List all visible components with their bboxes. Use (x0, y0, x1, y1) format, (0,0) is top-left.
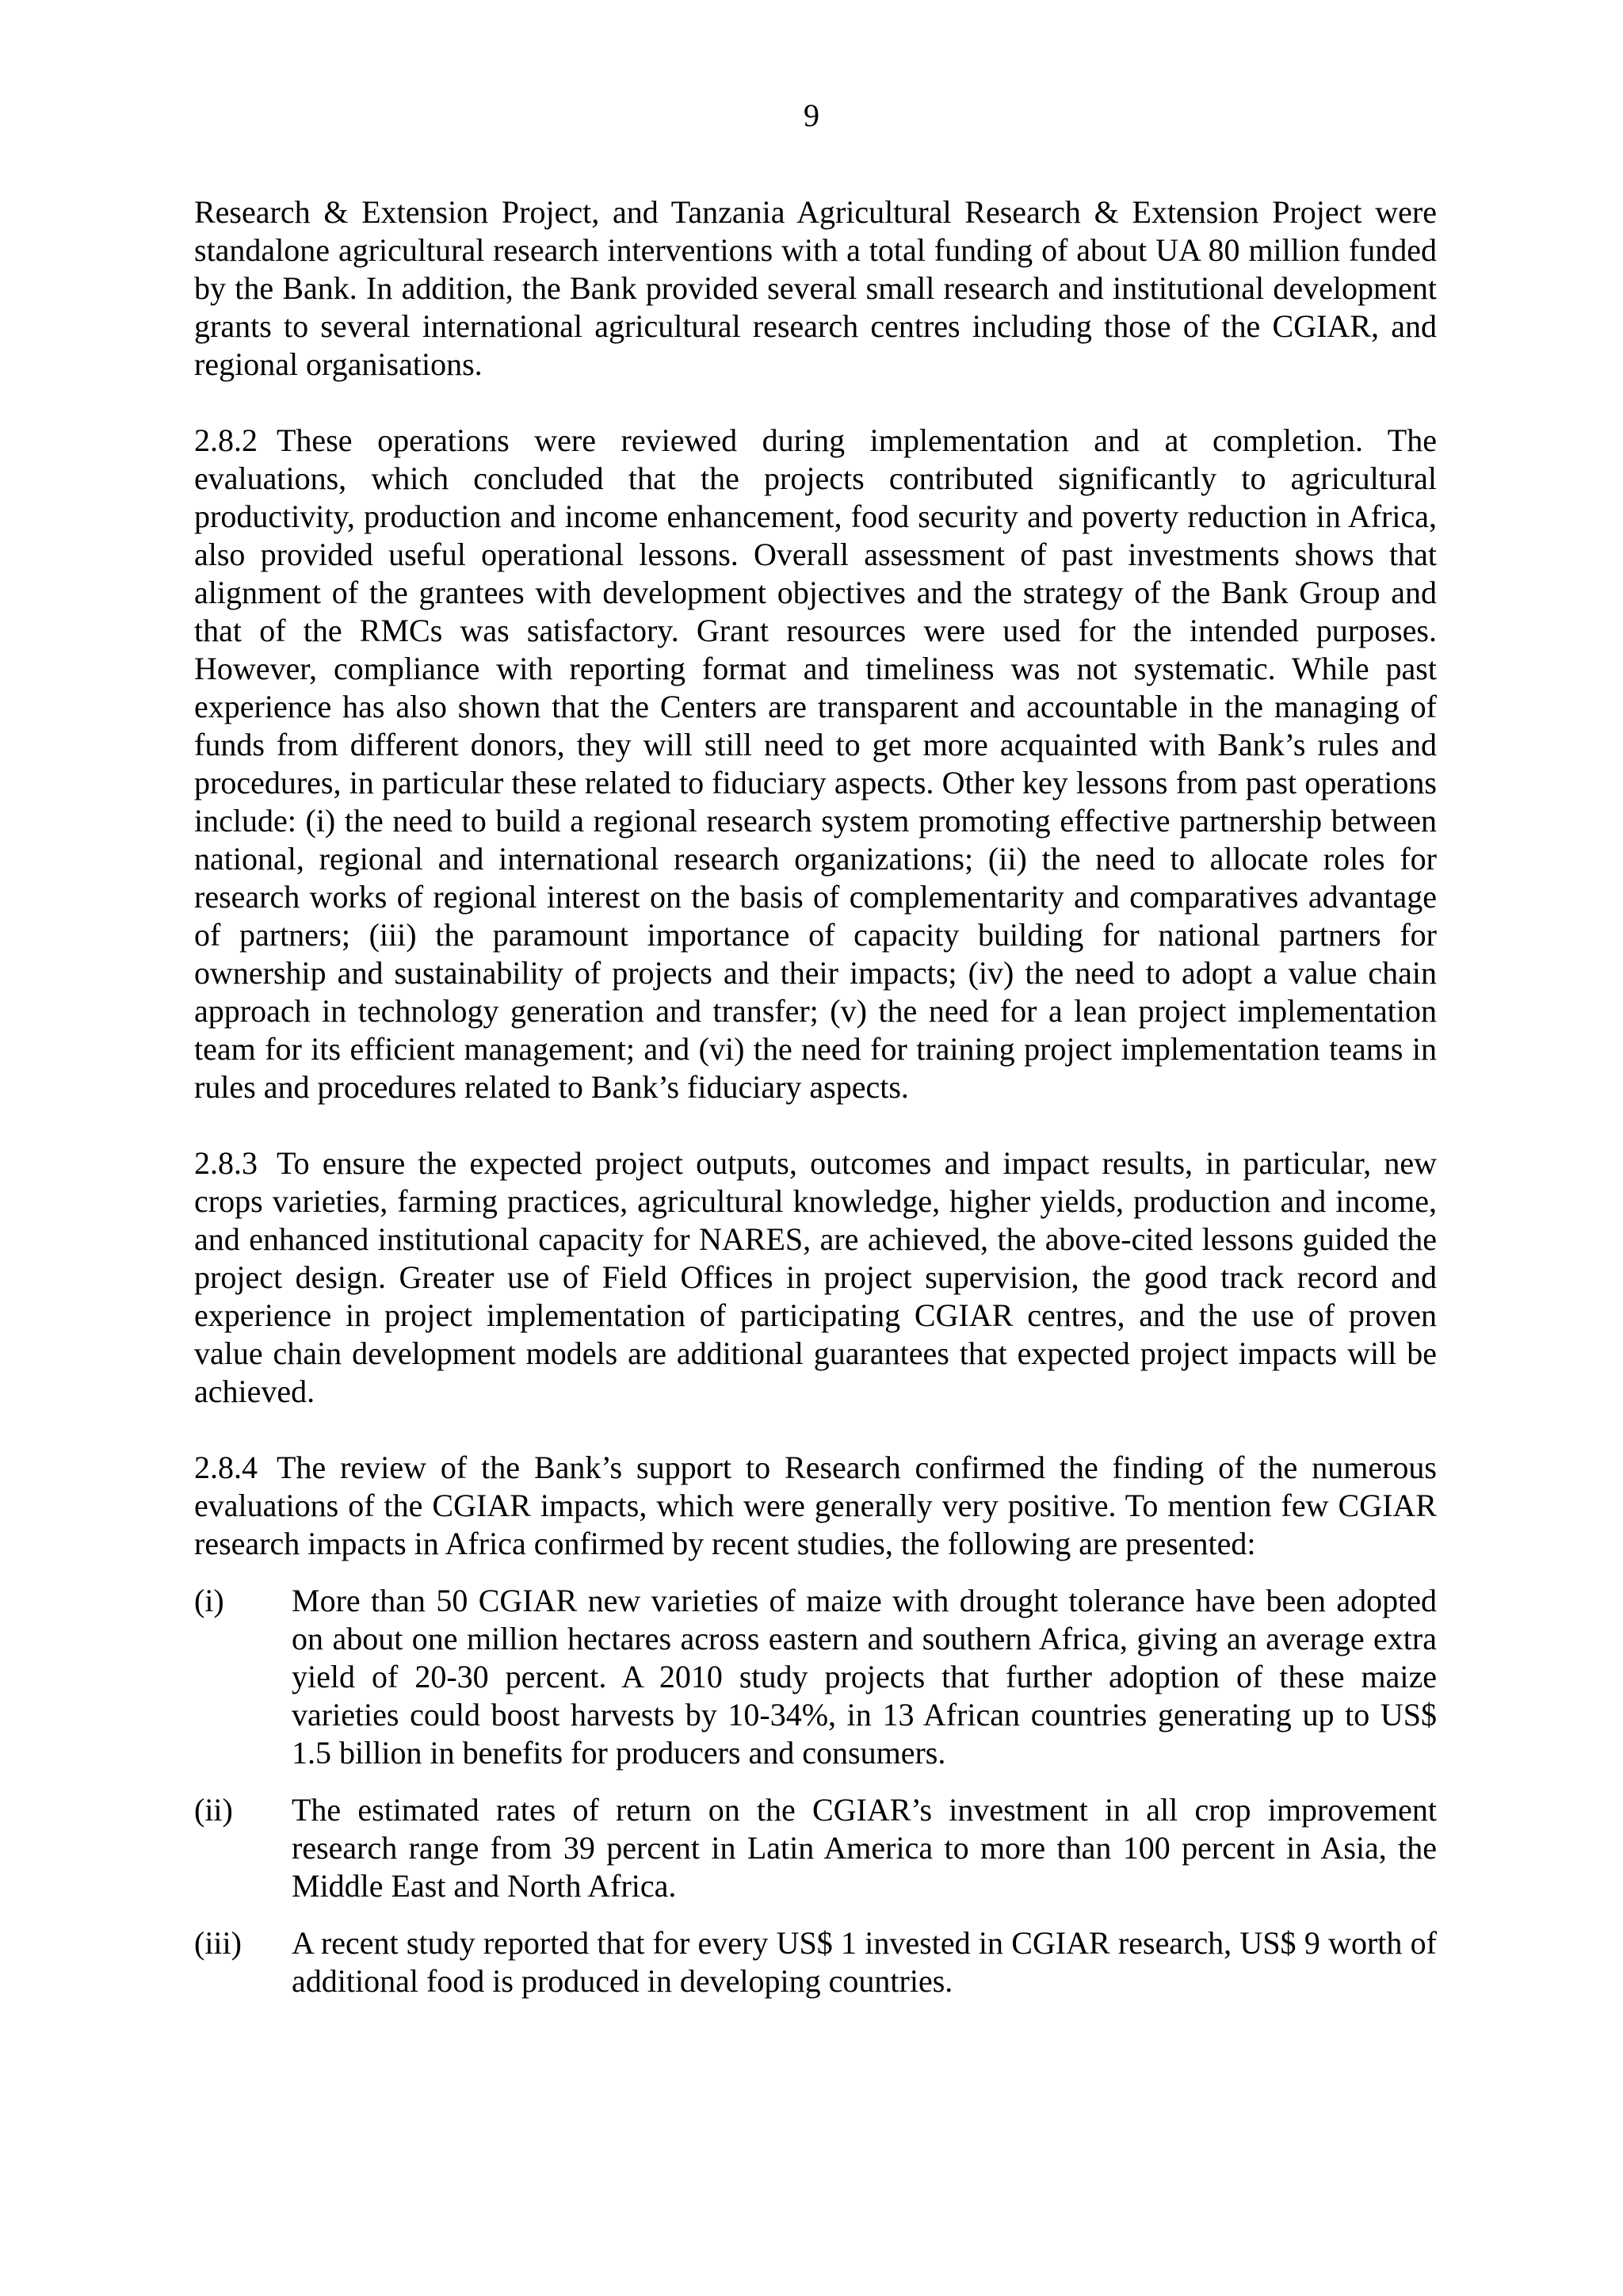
list-item-text: A recent study reported that for every US$ 1 invested in CGIAR research, US$ 9 worth of additional food is produced in developing countries. (292, 1925, 1437, 1999)
page-number: 9 (804, 97, 819, 133)
paragraph-2-8-2 (194, 422, 1437, 1106)
list-item (194, 1924, 1437, 2000)
list-marker: (iii) (194, 1925, 242, 1961)
document-body (194, 193, 1437, 2019)
paragraph-number: 2.8.3 (194, 1145, 258, 1181)
paragraph-2-8-4 (194, 1449, 1437, 1563)
list-item (194, 1582, 1437, 1772)
paragraph-text: To ensure the expected project outputs, outcomes and impact results, in particular, new crops varieties, farming practices, agricultural knowledge, higher yields, production and income, and enhanced institutional capacity for NARES, are achieved, the above-cited lessons guided the project design. Greater use of Field Offices in project supervision, the good track record and experience in project implementation of participating CGIAR centres, and the use of proven value chain development models are additional guarantees that expected project impacts will be achieved. (194, 1145, 1437, 1409)
paragraph-text: These operations were reviewed during implementation and at completion. The evaluations, which concluded that the projects contributed significantly to agricultural productivity, production and income enhancement, food security and poverty reduction in Africa, also provided useful operational lessons. Overall assessment of past investments shows that alignment of the grantees with development objectives and the strategy of the Bank Group and that of the RMCs was satisfactory. Grant resources were used for the intended purposes. However, compliance with reporting format and timeliness was not systematic. While past experience has also shown that the Centers are transparent and accountable in the managing of funds from different donors, they will still need to get more acquainted with Bank’s rules and procedures, in particular these related to fiduciary aspects. Other key lessons from past operations include: (i) the need to build a regional research system promoting effective partnership between national, regional and international research organizations; (ii) the need to allocate roles for research works of regional interest on the basis of complementarity and comparatives advantage of partners; (iii) the paramount importance of capacity building for national partners for ownership and sustainability of projects and their impacts; (iv) the need to adopt a value chain approach in technology generation and transfer; (v) the need for a lean project implementation team for its efficient management; and (vi) the need for training project implementation teams in rules and procedures related to Bank’s fiduciary aspects. (194, 422, 1437, 1105)
paragraph-continuation (194, 193, 1437, 384)
paragraph-text: Research & Extension Project, and Tanzania Agricultural Research & Extension Project were standalone agricultural research interventions with a total funding of about UA 80 million funded by the Bank. In addition, the Bank provided several small research and institutional development grants to several international agricultural research centres including those of the CGIAR, and regional organisations. (194, 194, 1437, 382)
list-marker: (i) (194, 1583, 224, 1618)
list-item (194, 1791, 1437, 1905)
paragraph-2-8-3 (194, 1144, 1437, 1411)
list-item-text: The estimated rates of return on the CGIAR’s investment in all crop improvement research range from 39 percent in Latin America to more than 100 percent in Asia, the Middle East and North Africa. (292, 1792, 1437, 1904)
list-item-text: More than 50 CGIAR new varieties of maize with drought tolerance have been adopted on about one million hectares across eastern and southern Africa, giving an average extra yield of 20-30 percent. A 2010 study projects that further adoption of these maize varieties could boost harvests by 10-34%, in 13 African countries generating up to US$ 1.5 billion in benefits for producers and consumers. (292, 1583, 1437, 1771)
list-marker: (ii) (194, 1792, 233, 1828)
paragraph-text: The review of the Bank’s support to Research confirmed the finding of the numerous evaluations of the CGIAR impacts, which were generally very positive. To mention few CGIAR research impacts in Africa confirmed by recent studies, the following are presented: (194, 1450, 1437, 1561)
paragraph-number: 2.8.2 (194, 422, 258, 458)
impact-list (194, 1582, 1437, 2000)
paragraph-number: 2.8.4 (194, 1450, 258, 1485)
